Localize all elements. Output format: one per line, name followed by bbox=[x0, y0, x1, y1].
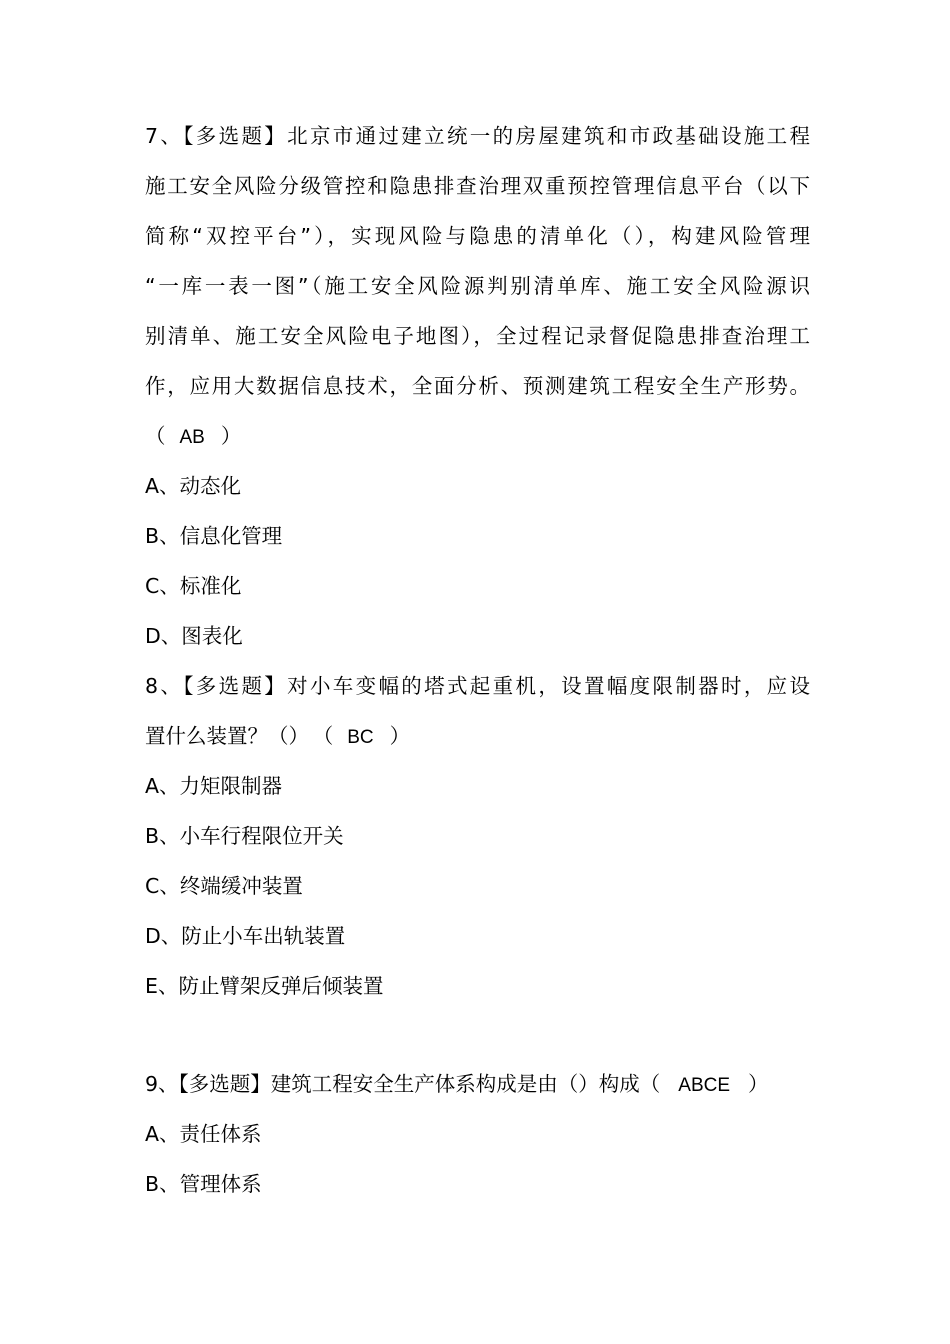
question-9-text-line-1 bbox=[145, 1072, 810, 1098]
question-8-text-line-2 bbox=[145, 724, 810, 750]
question-7-option-b: B、信息化管理 bbox=[145, 524, 283, 548]
question-7-option-c: C、标准化 bbox=[145, 574, 242, 598]
question-8-option-e: E、防止臂架反弹后倾装置 bbox=[145, 974, 384, 998]
question-8-option-a: A、力矩限制器 bbox=[145, 774, 283, 798]
question-8-text-line-1: 8、【多选题】对小车变幅的塔式起重机，设置幅度限制器时，应设 bbox=[145, 674, 810, 698]
question-7-option-a: A、动态化 bbox=[145, 474, 242, 498]
question-8-option-c: C、终端缓冲装置 bbox=[145, 874, 303, 898]
answer-value: BC bbox=[347, 727, 374, 748]
question-9-option-a: A、责任体系 bbox=[145, 1122, 262, 1146]
question-8-text-tail: 置什么装置？（） bbox=[145, 724, 309, 748]
answer-close-paren: ） bbox=[389, 724, 411, 748]
question-8-option-d: D、防止小车出轨装置 bbox=[145, 924, 346, 948]
question-7-text-line-1: 7、【多选题】北京市通过建立统一的房屋建筑和市政基础设施工程 bbox=[145, 124, 810, 148]
answer-close-paren: ） bbox=[748, 1072, 769, 1096]
answer-open-paren: （ bbox=[323, 724, 334, 748]
question-7-text-line-2: 施工安全风险分级管控和隐患排查治理双重预控管理信息平台（以下 bbox=[145, 174, 810, 198]
question-7-text-line-4: “一库一表一图”（施工安全风险源判别清单库、施工安全风险源识 bbox=[145, 274, 810, 298]
question-9-text: 9、【多选题】建筑工程安全生产体系构成是由（）构成 bbox=[145, 1072, 640, 1096]
answer-value: ABCE bbox=[678, 1075, 731, 1096]
answer-open-paren: （ bbox=[639, 1072, 661, 1096]
answer-open-paren: （ bbox=[145, 424, 166, 448]
answer-close-paren: ） bbox=[220, 424, 242, 448]
question-7-answer bbox=[145, 424, 810, 450]
question-9-option-b: B、管理体系 bbox=[145, 1172, 262, 1196]
answer-value: AB bbox=[179, 427, 205, 448]
question-7-text-line-3: 简称“双控平台”），实现风险与隐患的清单化（），构建风险管理 bbox=[145, 224, 810, 248]
question-7-text-line-5: 别清单、施工安全风险电子地图），全过程记录督促隐患排查治理工 bbox=[145, 324, 810, 348]
question-7-option-d: D、图表化 bbox=[145, 624, 243, 648]
question-8-option-b: B、小车行程限位开关 bbox=[145, 824, 344, 848]
question-7-text-line-6: 作，应用大数据信息技术，全面分析、预测建筑工程安全生产形势。 bbox=[145, 374, 810, 398]
